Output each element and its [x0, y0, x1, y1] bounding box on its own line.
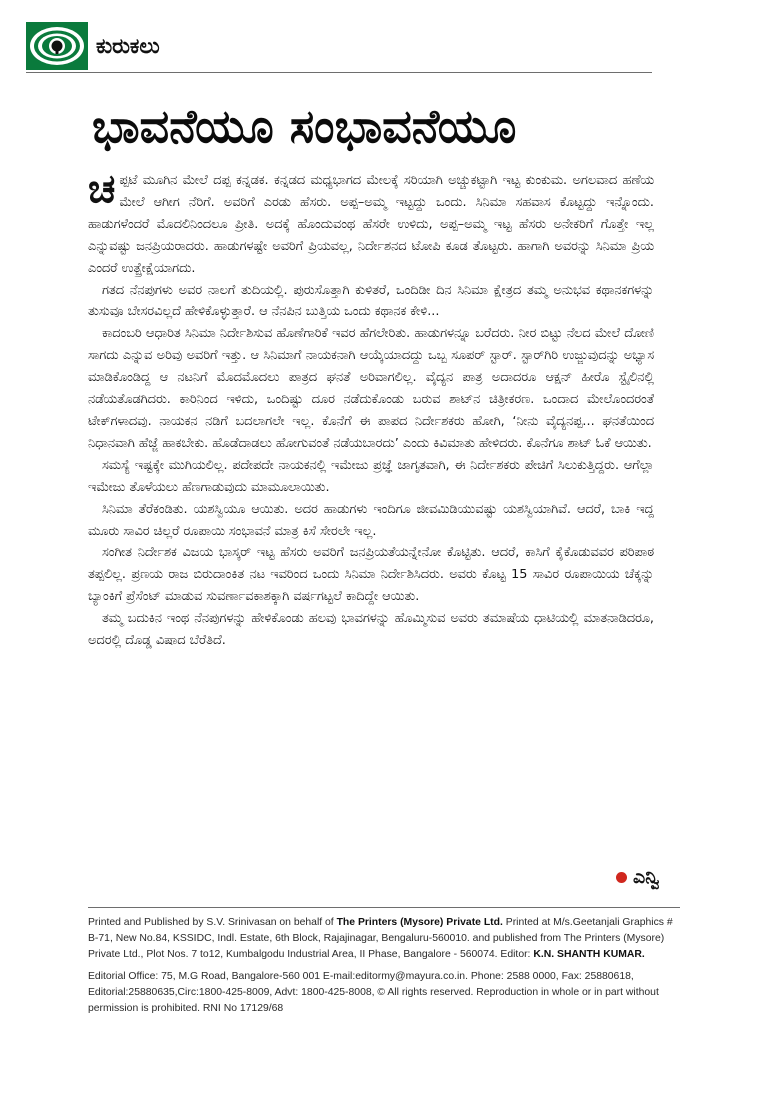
eye-logo-icon: [26, 22, 88, 70]
article-paragraph: ಸಿನಿಮಾ ತೆರೆಕಂಡಿತು. ಯಶಸ್ವಿಯೂ ಆಯಿತು. ಅದರ ಹಾಡುಗಳು ಇಂದಿಗೂ ಜೀವಮಿಡಿಯುವಷ್ಟು ಯಶಸ್ವಿಯಾಗಿವೆ. ಆದರೆ, ಬಾಕಿ ಇದ್ದ ಮೂರು ಸಾವಿರ ಚಿಲ್ಲರೆ ರೂಪಾಯಿ ಸಂಭಾವನೆ ಮಾತ್ರ ಕಿಸೆ ಸೇರಲೇ ಇಲ್ಲ.: [88, 501, 654, 539]
imprint-footer: [88, 907, 680, 1023]
article-paragraph: ಸಂಗೀತ ನಿರ್ದೇಶಕ ವಿಜಯ ಭಾಸ್ಕರ್ ಇಟ್ಟ ಹೆಸರು ಅವರಿಗೆ ಜನಪ್ರಿಯತೆಯನ್ನೇನೋ ಕೊಟ್ಟಿತು. ಆದರೆ, ಕಾಸಿಗೆ ಕೈಕೊಡುವವರ ಪರಿಪಾಠ ತಪ್ಪಲಿಲ್ಲ. ಪ್ರಣಯ ರಾಜ ಬಿರುದಾಂಕಿತ ನಟ ಇವರಿಂದ ಒಂದು ಸಿನಿಮಾ ನಿರ್ದೇಶಿಸಿದರು. ಅವರು ಕೊಟ್ಟ 15 ಸಾವಿರ ರೂಪಾಯಿಯ ಚೆಕ್ಕನ್ನು ಬ್ಯಾಂಕಿಗೆ ಪ್ರೆಸೆಂಟ್ ಮಾಡುವ ಸುವರ್ಣಾವಕಾಶಕ್ಕಾಗಿ ವರ್ಷಗಟ್ಟಲೆ ಕಾದಿದ್ದೇ ಆಯಿತು.: [88, 545, 654, 605]
author-name: ಎನ್ವಿ: [633, 866, 660, 888]
article-paragraph: ಕಾದಂಬರಿ ಆಧಾರಿತ ಸಿನಿಮಾ ನಿರ್ದೇಶಿಸುವ ಹೊಣೆಗಾರಿಕೆ ಇವರ ಹೆಗಲೇರಿತು. ಹಾಡುಗಳನ್ನೂ ಬರೆದರು. ನೀರ ಬಿಟ್ಟು ನೆಲದ ಮೇಲೆ ದೋಣಿ ಸಾಗದು ಎನ್ನುವ ಅರಿವು ಅವರಿಗೆ ಇತ್ತು. ಆ ಸಿನಿಮಾಗೆ ನಾಯಕನಾಗಿ ಆಯ್ಕೆಯಾದದ್ದು ಒಬ್ಬ ಸೂಪರ್ ಸ್ಟಾರ್. ಸ್ಟಾರ್‌ಗಿರಿ ಉಜ್ಜುವುದನ್ನು ಅಭ್ಯಾಸ ಮಾಡಿಕೊಂಡಿದ್ದ ಆ ನಟನಿಗೆ ಮೊದಮೊದಲು ಪಾತ್ರದ ಘನತೆ ಅರಿವಾಗಲಿಲ್ಲ. ವೈದ್ಯನ ಪಾತ್ರ ಅದಾದರೂ ಆಕ್ಷನ್ ಹೀರೊ ಸ್ಟೈಲಿನಲ್ಲಿ ನಡೆಯತೊಡಗಿದರು. ಕಾರಿನಿಂದ ಇಳಿದು, ಒಂದಿಷ್ಟು ದೂರ ನಡೆದುಕೊಂಡು ಬರುವ ಶಾಟ್‌ನ ಚಿತ್ರೀಕರಣ. ಒಂದಾದ ಮೇಲೊಂದರಂತೆ ಟೇಕ್‌ಗಳಾದವು. ನಾಯಕನ ನಡಿಗೆ ಬದಲಾಗಲೇ ಇಲ್ಲ. ಕೊನೆಗೆ ಈ ಪಾಪದ ನಿರ್ದೇಶಕರು ಹೋಗಿ, ‘ನೀನು ವೈದ್ಯನಪ್ಪ... ಘನತೆಯಿಂದ ನಿಧಾನವಾಗಿ ಹೆಜ್ಜೆ ಹಾಕಬೇಕು. ಹೊಡೆದಾಡಲು ಹೋಗುವಂತೆ ನಡೆಯಬಾರದು’ ಎಂದು ಕಿವಿಮಾತು ಹೇಳಿದರು. ಕೊನೆಗೂ ಶಾಟ್ ಓಕೆ ಆಯಿತು.: [88, 326, 654, 451]
article-paragraph: ಚಪ್ಪಟೆ ಮೂಗಿನ ಮೇಲೆ ದಪ್ಪ ಕನ್ನಡಕ. ಕನ್ನಡದ ಮಧ್ಯಭಾಗದ ಮೇಲಕ್ಕೆ ಸರಿಯಾಗಿ ಅಚ್ಚುಕಟ್ಟಾಗಿ ಇಟ್ಟ ಕುಂಕುಮ. ಅಗಲವಾದ ಹಣೆಯ ಮೇಲೆ ಆಗೀಗ ನೆರಿಗೆ. ಅವರಿಗೆ ಎರಡು ಹೆಸರು. ಅಪ್ಪ–ಅಮ್ಮ ಇಟ್ಟದ್ದು ಒಂದು. ಸಿನಿಮಾ ಸಹವಾಸ ಕೊಟ್ಟದ್ದು ಇನ್ನೊಂದು. ಹಾಡುಗಳೆಂದರೆ ಮೊದಲಿನಿಂದಲೂ ಪ್ರೀತಿ. ಅದಕ್ಕೆ ಹೊಂದುವಂಥ ಹೆಸರೇ ಉಳಿದು, ಅಪ್ಪ–ಅಮ್ಮ ಇಟ್ಟ ಹೆಸರು ಅನೇಕರಿಗೆ ಗೊತ್ತೇ ಇಲ್ಲ ಎನ್ನುವಷ್ಟು ಜನಪ್ರಿಯರಾದರು. ಹಾಡುಗಳಷ್ಟೇ ಅವರಿಗೆ ಪ್ರಿಯವಲ್ಲ, ನಿರ್ದೇಶನದ ಟೋಪಿ ಕೂಡ ತೊಟ್ಟರು. ಹಾಗಾಗಿ ಅವರನ್ನು ಸಿನಿಮಾ ಪ್ರಿಯ ಎಂದರೆ ಉತ್ಪ್ರೇಕ್ಷೆಯಾಗದು.: [88, 170, 654, 276]
imprint-publisher: Printed and Published by S.V. Srinivasan on behalf of The Printers (Mysore) Private Ltd. Printed at M/s.Geetanjali Graphics # B-71, New No.84, KSSIDC, Indl. Estate, 6th Block, Rajajinagar, Bengaluru-560010. and published from The Printers (Mysore) Private Ltd., Plot Nos. 7 to12, Kumbalgodu Industrial Area, II Phase, Bangalore - 560074. Editor: K.N. SHANTH KUMAR.: [88, 917, 673, 960]
article-paragraph: ಗತದ ನೆನಪುಗಳು ಅವರ ನಾಲಗೆ ತುದಿಯಲ್ಲಿ. ಪುರುಸೊತ್ತಾಗಿ ಕುಳಿತರೆ, ಒಂದಿಡೀ ದಿನ ಸಿನಿಮಾ ಕ್ಷೇತ್ರದ ತಮ್ಮ ಅನುಭವ ಕಥಾನಕಗಳನ್ನು ತುಸುವೂ ಬೇಸರವಿಲ್ಲದೆ ಹೇಳಿಕೊಳ್ಳುತ್ತಾರೆ. ಆ ನೆನಪಿನ ಬುತ್ತಿಯ ಒಂದು ಕಥಾನಕ ಕೇಳಿ...: [88, 282, 654, 320]
drop-cap: ಚ: [88, 170, 116, 212]
editor-name: K.N. SHANTH KUMAR.: [533, 949, 645, 960]
article-body: [88, 170, 654, 900]
imprint-contact: Editorial Office: 75, M.G Road, Bangalore-560 001 E-mail:editormy@mayura.co.in. Phone: 2588 0000, Fax: 25880618, Editorial:25880635,Circ:1800-425-8009, Advt: 1800-425-8008, © All rights reserved. Reproduction in whole or in part without permission is prohibited. RNI No 17129/68: [88, 971, 659, 1014]
page-header: [26, 22, 652, 73]
article-paragraph: ತಮ್ಮ ಬದುಕಿನ ಇಂಥ ನೆನಪುಗಳನ್ನು ಹೇಳಿಕೊಂಡು ಹಲವು ಭಾವಗಳನ್ನು ಹೊಮ್ಮಿಸುವ ಅವರು ತಮಾಷೆಯ ಧಾಟಿಯಲ್ಲಿ ಮಾತನಾಡಿದರೂ, ಅದರಲ್ಲಿ ದೊಡ್ಡ ವಿಷಾದ ಬೆರೆತಿದೆ.: [88, 611, 654, 649]
section-name: ಕುರುಕಲು: [96, 34, 160, 58]
article-paragraph: ಸಮಸ್ಯೆ ಇಷ್ಟಕ್ಕೇ ಮುಗಿಯಲಿಲ್ಲ. ಪದೇಪದೇ ನಾಯಕನಲ್ಲಿ ಇಮೇಜು ಪ್ರಜ್ಞೆ ಜಾಗೃತವಾಗಿ, ಈ ನಿರ್ದೇಶಕರು ಪೇಚಿಗೆ ಸಿಲುಕುತ್ತಿದ್ದರು. ಆಗೆಲ್ಲಾ ಇಮೇಜು ತೊಳೆಯಲು ಹೆಣಗಾಡುವುದು ಮಾಮೂಲಾಯಿತು.: [88, 457, 654, 495]
author-signature: [616, 866, 659, 888]
bullet-dot-icon: [616, 872, 627, 883]
article-title: ಭಾವನೆಯೂ ಸಂಭಾವನೆಯೂ: [92, 99, 517, 153]
